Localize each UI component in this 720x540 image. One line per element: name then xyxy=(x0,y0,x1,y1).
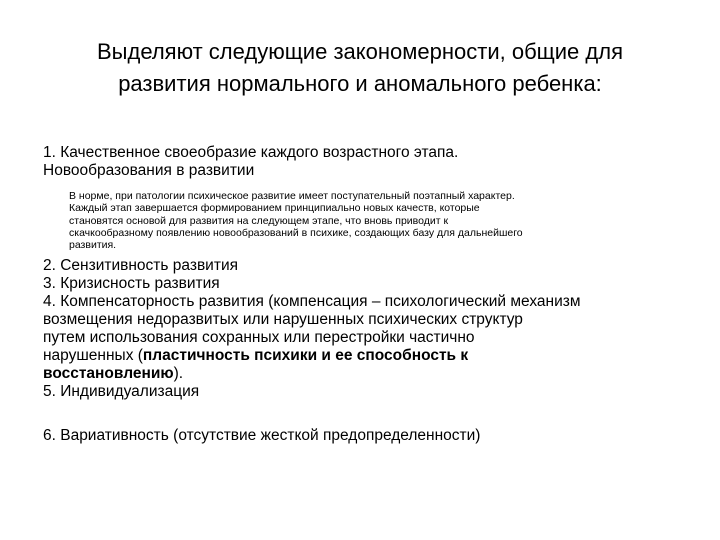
list-item-1-note xyxy=(69,190,683,251)
list-item-5: 5. Индивидуализация xyxy=(43,383,200,401)
list-item-4-line-4 xyxy=(43,347,683,365)
list-item-1-line-2: Новообразования в развитии xyxy=(43,162,255,179)
title-line-2: развития нормального и аномального ребенка: xyxy=(118,71,602,96)
list-item-4-line-5-suffix: ). xyxy=(173,365,184,383)
list-item-4-line-3: путем использования сохранных или перестройки частично xyxy=(43,329,475,347)
slide-title xyxy=(40,36,680,100)
list-item-6: 6. Вариативность (отсутствие жесткой предопределенности) xyxy=(43,427,481,445)
list-item-4-line-2: возмещения недоразвитых или нарушенных психических структур xyxy=(43,311,523,329)
list-item-3: 3. Кризисность развития xyxy=(43,275,220,293)
list-item-4-line-4-prefix: нарушенных ( xyxy=(43,347,143,365)
note-line-5: развития. xyxy=(69,239,117,252)
slide-content xyxy=(43,144,683,445)
note-line-4: скачкообразному появлению новообразований в психике, создающих базу для дальнейшего xyxy=(69,226,523,239)
list-item-4-line-5 xyxy=(43,365,683,383)
list-item-2: 2. Сензитивность развития xyxy=(43,257,238,275)
list-item-4 xyxy=(43,293,683,383)
note-line-1: В норме, при патологии психическое развитие имеет поступательный поэтапный характер. xyxy=(69,190,515,202)
list-item-4-bold-text-2: восстановлению xyxy=(43,365,174,383)
list-item-1 xyxy=(43,144,683,180)
list-item-1-line-1: 1. Качественное своеобразие каждого возрастного этапа. xyxy=(43,144,459,161)
list-item-4-bold-text-1: пластичность психики и ее способность к xyxy=(142,347,469,365)
title-line-1: Выделяют следующие закономерности, общие для xyxy=(97,39,623,64)
note-line-2: Каждый этап завершается формированием принципиально новых качеств, которые xyxy=(69,202,480,215)
list-item-4-line-1: 4. Компенсаторность развития (компенсация – психологический механизм xyxy=(43,293,581,311)
note-line-3: становятся основой для развития на следующем этапе, что вновь приводит к xyxy=(69,214,449,227)
